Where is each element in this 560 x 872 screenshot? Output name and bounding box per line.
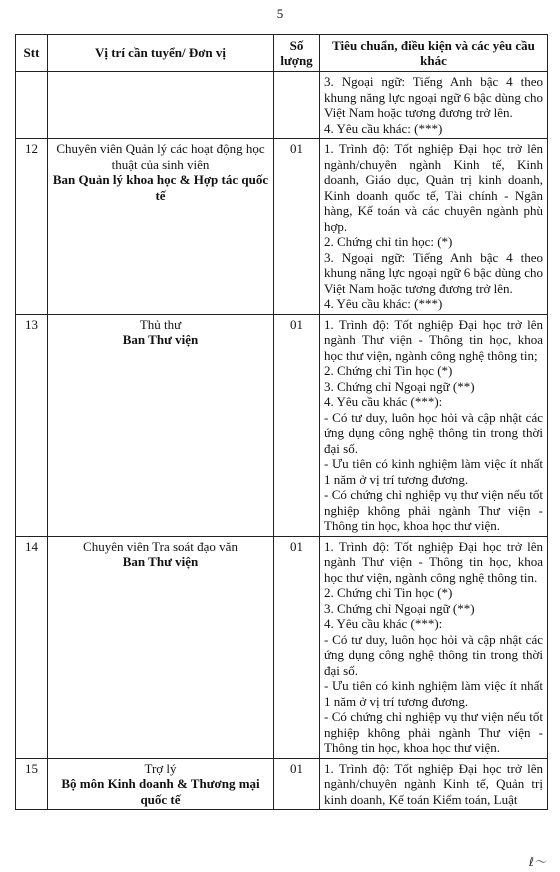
position-unit: Ban Quản lý khoa học & Hợp tác quốc tế <box>52 172 269 203</box>
criteria-line: 2. Chứng chỉ Tin học (*) <box>324 363 453 378</box>
header-quantity: Số lượng <box>274 35 320 72</box>
signature-mark: ℓ～ <box>529 855 546 869</box>
criteria-line: 2. Chứng chỉ Tin học (*) <box>324 585 453 600</box>
row-criteria <box>320 758 548 810</box>
continuation-criteria <box>320 72 548 139</box>
position-unit: Ban Thư viện <box>122 554 199 569</box>
position-unit: Ban Thư viện <box>122 332 199 347</box>
criteria-line: 4. Yêu cầu khác: (***) <box>324 296 443 311</box>
criteria-line: 1. Trình độ: Tốt nghiệp Đại học trở lên ngành Thư viện - Thông tin học, khoa học thư viện, ngành công nghệ thông tin. <box>324 538 543 585</box>
row-criteria <box>320 139 548 315</box>
continuation-quantity <box>274 72 320 139</box>
header-position: Vị trí cần tuyển/ Đơn vị <box>48 35 274 72</box>
row-quantity: 01 <box>274 139 320 315</box>
criteria-line: 3. Chứng chỉ Ngoại ngữ (**) <box>324 600 475 616</box>
criteria-line: 4. Yêu cầu khác (***): <box>324 394 443 409</box>
row-quantity: 01 <box>274 314 320 536</box>
criteria-line: 4. Yêu cầu khác (***): <box>324 616 443 631</box>
table-row <box>16 139 548 315</box>
table-row <box>16 536 548 758</box>
position-title: Thủ thư <box>139 316 182 332</box>
position-title: Chuyên viên Tra soát đạo văn <box>83 538 238 554</box>
row-position <box>48 314 274 536</box>
criteria-line: 3. Ngoại ngữ: Tiếng Anh bậc 4 theo khung năng lực ngoại ngữ 6 bậc dùng cho Việt Nam hoặc tương đương trở lên. <box>324 249 543 296</box>
continuation-line: 3. Ngoại ngữ: Tiếng Anh bậc 4 theo khung năng lực ngoại ngữ 6 bậc dùng cho Việt Nam hoặc tương đương trở lên. <box>324 74 543 120</box>
table-row <box>16 314 548 536</box>
continuation-stt <box>16 72 48 139</box>
continuation-position <box>48 72 274 139</box>
row-stt: 13 <box>16 314 48 536</box>
row-quantity: 01 <box>274 758 320 810</box>
position-title: Trợ lý <box>144 760 177 776</box>
continuation-line: 4. Yêu cầu khác: (***) <box>324 120 443 136</box>
criteria-line: - Có chứng chỉ nghiệp vụ thư viện nếu tốt nghiệp không phải ngành Thư viện - Thông tin học, khoa học thư viện. <box>324 709 543 755</box>
row-position <box>48 536 274 758</box>
criteria-line: - Ưu tiên có kinh nghiệm làm việc ít nhất 1 năm ở vị trí tương đương. <box>324 678 543 709</box>
row-position <box>48 758 274 810</box>
table-header-row <box>16 35 548 72</box>
criteria-line: - Có tư duy, luôn học hỏi và cập nhật các ứng dụng công nghệ thông tin trong thời đại số. <box>324 631 543 678</box>
criteria-line: 3. Chứng chỉ Ngoại ngữ (**) <box>324 378 475 394</box>
page-number: 5 <box>276 6 284 21</box>
criteria-line: 1. Trình độ: Tốt nghiệp Đại học trở lên ngành/chuyên ngành Kinh tế, Kinh doanh, Giáo dục, Quản trị kinh doanh, Kinh doanh quốc tế, Tài chính - Ngân hàng, Kế toán và các chuyên ngành phù hợp. <box>324 141 543 234</box>
row-position <box>48 139 274 315</box>
row-stt: 15 <box>16 758 48 810</box>
table-row <box>16 758 548 810</box>
row-stt: 12 <box>16 139 48 315</box>
position-unit: Bộ môn Kinh doanh & Thương mại quốc tế <box>61 776 260 807</box>
criteria-line: - Có chứng chỉ nghiệp vụ thư viện nếu tốt nghiệp không phải ngành Thư viện - Thông tin học, khoa học thư viện. <box>324 487 543 533</box>
criteria-line: 2. Chứng chỉ tin học: (*) <box>324 234 453 249</box>
position-title: Chuyên viên Quản lý các hoạt động học thuật của sinh viên <box>56 141 265 172</box>
criteria-line: - Ưu tiên có kinh nghiệm làm việc ít nhất 1 năm ở vị trí tương đương. <box>324 456 543 487</box>
header-criteria: Tiêu chuẩn, điều kiện và các yêu cầu khác <box>320 35 548 72</box>
criteria-line: 1. Trình độ: Tốt nghiệp Đại học trở lên ngành Thư viện - Thông tin học, khoa học thư viện, ngành công nghệ thông tin; <box>324 316 543 363</box>
row-criteria <box>320 536 548 758</box>
continuation-row <box>16 72 548 139</box>
row-criteria <box>320 314 548 536</box>
recruitment-table <box>15 34 548 810</box>
row-quantity: 01 <box>274 536 320 758</box>
criteria-line: - Có tư duy, luôn học hỏi và cập nhật các ứng dụng công nghệ thông tin trong thời đại số. <box>324 409 543 456</box>
criteria-line: 1. Trình độ: Tốt nghiệp Đại học trở lên ngành/chuyên ngành Kinh tế, Quản trị kinh doanh, Kế toán Kiểm toán, Luật <box>324 760 543 807</box>
header-stt: Stt <box>16 35 48 72</box>
row-stt: 14 <box>16 536 48 758</box>
